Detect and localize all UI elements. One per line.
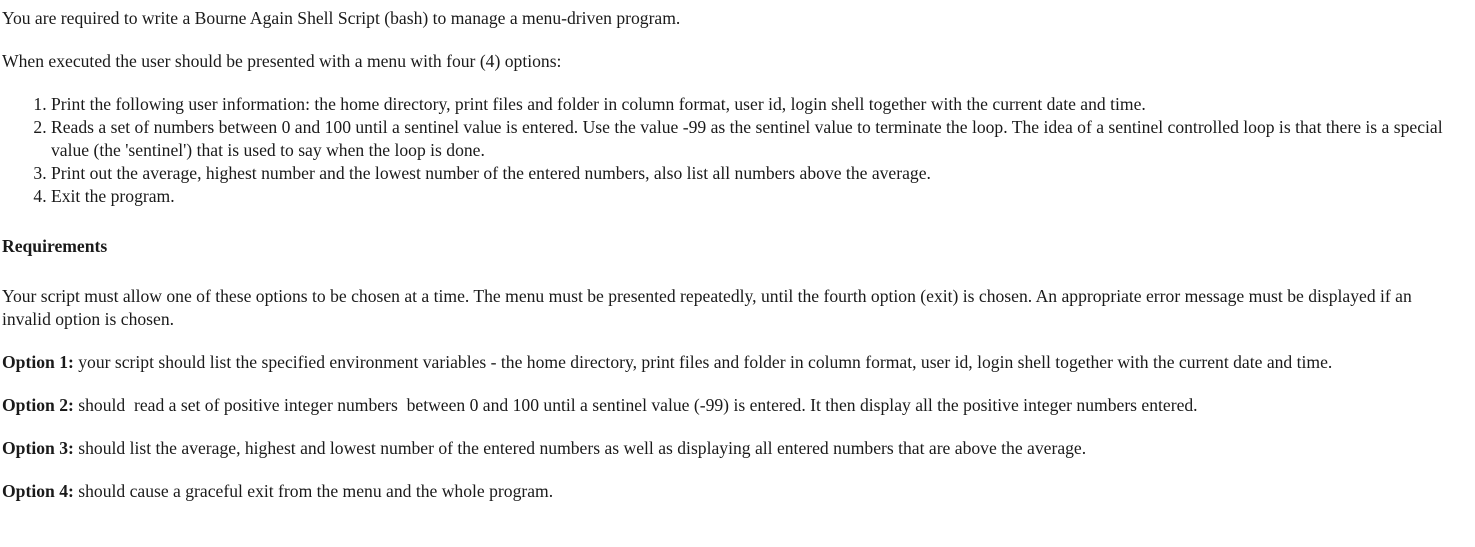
option-3-detail <box>2 437 1442 460</box>
menu-option-3: 3. Print out the average, highest number and the lowest number of the entered numbers, also list all numbers above the average. <box>51 162 1446 185</box>
option-4-detail <box>2 480 1442 503</box>
option-1-text: your script should list the specified environment variables - the home directory, print files and folder in column format, user id, login shell together with the current date and time. <box>73 352 1333 372</box>
option-1-label: Option 1: <box>2 352 74 372</box>
option-3-label: Option 3: <box>2 438 74 458</box>
option-2-label: Option 2: <box>2 395 74 415</box>
menu-option-2: 2. Reads a set of numbers between 0 and 100 until a sentinel value is entered. Use the value -99 as the sentinel value to terminate the loop. The idea of a sentinel controlled loop is that there is a special value (the 'sentinel') that is used to say when the loop is done. <box>51 116 1446 162</box>
option-1-detail <box>2 351 1442 374</box>
option-4-text: should cause a graceful exit from the menu and the whole program. <box>73 481 554 501</box>
option-4-label: Option 4: <box>2 481 74 501</box>
intro-line-1: You are required to write a Bourne Again Shell Script (bash) to manage a menu-driven program. <box>2 8 681 28</box>
requirements-text: Your script must allow one of these options to be chosen at a time. The menu must be presented repeatedly, until the fourth option (exit) is chosen. An appropriate error message must be displayed if an invalid option is chosen. <box>2 286 1412 329</box>
menu-option-1: 1. Print the following user information: the home directory, print files and folder in column format, user id, login shell together with the current date and time. <box>51 93 1446 116</box>
option-2-detail <box>2 394 1442 417</box>
intro-line-2: When executed the user should be presented with a menu with four (4) options: <box>2 51 562 71</box>
menu-options-list <box>2 93 1475 208</box>
requirements-heading: Requirements <box>2 236 108 256</box>
option-2-text: should read a set of positive integer numbers between 0 and 100 until a sentinel value (-99) is entered. It then display all the positive integer numbers entered. <box>73 395 1198 415</box>
option-3-text: should list the average, highest and lowest number of the entered numbers as well as displaying all entered numbers that are above the average. <box>73 438 1087 458</box>
menu-option-4: 4. Exit the program. <box>51 185 1446 208</box>
